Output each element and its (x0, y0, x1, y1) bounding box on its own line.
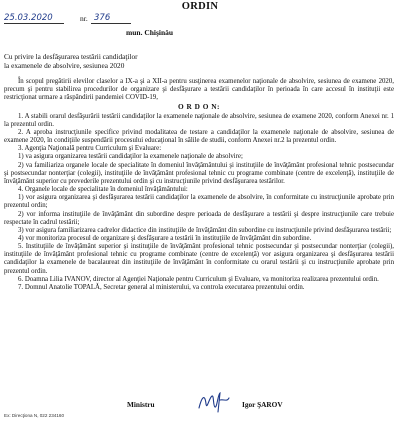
order-body (4, 78, 394, 292)
point-4: 4. Organele locale de specialitate în domeniul învăţământului: (18, 186, 188, 194)
preamble-paragraph: În scopul pregătirii elevilor claselor a IX-a şi a XII-a pentru susţinerea examenelor naţionale de absolvire, sesiunea de examene 2020, precum şi pentru stabilirea procedurilor de organizare şi desfăşurare a testării candidaţilor în perioada în care accesul în instituţii este restricţionat urmare a răspândirii pandemiei COVID-19, (4, 78, 394, 102)
handwritten-signature (196, 390, 232, 414)
point-3-1: 1) va asigura organizarea testării candidaţilor la examenele naţionale de absolvire; (18, 153, 243, 161)
subject-line-1: Cu privire la desfăşurarea testării candidaţilor (4, 52, 138, 61)
signatory-role: Ministru (127, 400, 155, 409)
point-4-4: 4) vor monitoriza procesul de organizare şi desfăşurare a testării în instituţiile de învăţământ din subordine. (18, 234, 312, 242)
executor-footnote: Ex: Direcţiona N, 022 234160 (4, 413, 65, 418)
city-label: mun. Chişinău (126, 28, 174, 37)
signatory-name: Igor ŞAROV (242, 400, 283, 409)
handwritten-date: 25.03.2020 (4, 13, 53, 23)
document-title: ORDIN (181, 1, 219, 12)
point-4-2: 2) vor informa instituţiile de învăţământ din subordine despre perioada de desfăşurare a testării şi despre instrucţiunile care trebuie respectate în cadrul testării; (4, 210, 394, 226)
signature-block (0, 396, 400, 414)
point-6: 6. Doamna Lilia IVANOV, director al Agenţiei Naţionale pentru Curriculum şi Evaluare, va monitoriza realizarea prezentului ordin. (18, 275, 379, 283)
date-underline (4, 23, 64, 24)
number-underline (91, 23, 131, 24)
point-2: 2. A aproba instrucţiunile specifice privind modalitatea de testare a candidaţilor la examenele naţionale de absolvire, sesiunea de examene 2020, în condiţiile suspendării procesului educaţional în sălile de studii, conform Anexei nr.2 la prezentul ordin. (4, 128, 394, 145)
point-7: 7. Domnul Anatolie TOPALĂ, Secretar general al ministerului, va controla executarea prezentului ordin. (18, 283, 305, 291)
ordon-heading: O R D O N: (178, 102, 220, 112)
point-5: 5. Instituţiile de învăţământ superior şi instituţiile de învăţământ profesional tehnic postsecundar şi postsecundar nonterţiar (colegii), instituţiile de învăţământ profesional tehnic cu programe combinate (centre de excelenţă) vor asigura organizarea şi desfăşurarea testării candidaţilor la examenele de bacalaureat din instituţiile de învăţământ în conformitate cu orarul testării şi cu instrucţiunile aprobate prin prezentul ordin. (4, 243, 394, 275)
number-prefix: nr. (80, 14, 88, 23)
point-4-3: 3) vor asigura familiarizarea cadrelor didactice din instituţiile de învăţământ din subordine cu instrucţiunile privind desfăşurarea testării; (18, 226, 392, 234)
handwritten-number: 376 (94, 13, 111, 23)
order-subject (4, 52, 264, 70)
point-3-2: 2) va familiariza organele locale de specialitate în domeniul învăţământului şi instituţiile de învăţământ profesional tehnic postsecundar şi postsecundar nonterţiar (colegii), instituţiile de învăţământ profesional tehnic cu programe combinate (centre de excelenţă), instituţiile de învăţământ superior cu prevederile prezentului ordin şi cu instrucţiunile privind desfăşurarea testărilor. (4, 161, 394, 185)
point-4-1: 1) vor asigura organizarea şi desfăşurarea testării candidaţilor la examenele de absolvire, în conformitate cu instrucţiunile aprobate prin prezentul ordin; (4, 194, 394, 210)
point-3: 3. Agenţia Naţională pentru Curriculum şi Evaluare: (18, 145, 162, 153)
point-1: 1. A stabili orarul desfăşurării testării candidaţilor la examenele naţionale de absolvire, sesiunea de examene 2020, conform Anexei nr. 1 la prezentul ordin. (4, 112, 394, 128)
subject-line-2: la examenele de absolvire, sesiunea 2020 (4, 61, 125, 70)
